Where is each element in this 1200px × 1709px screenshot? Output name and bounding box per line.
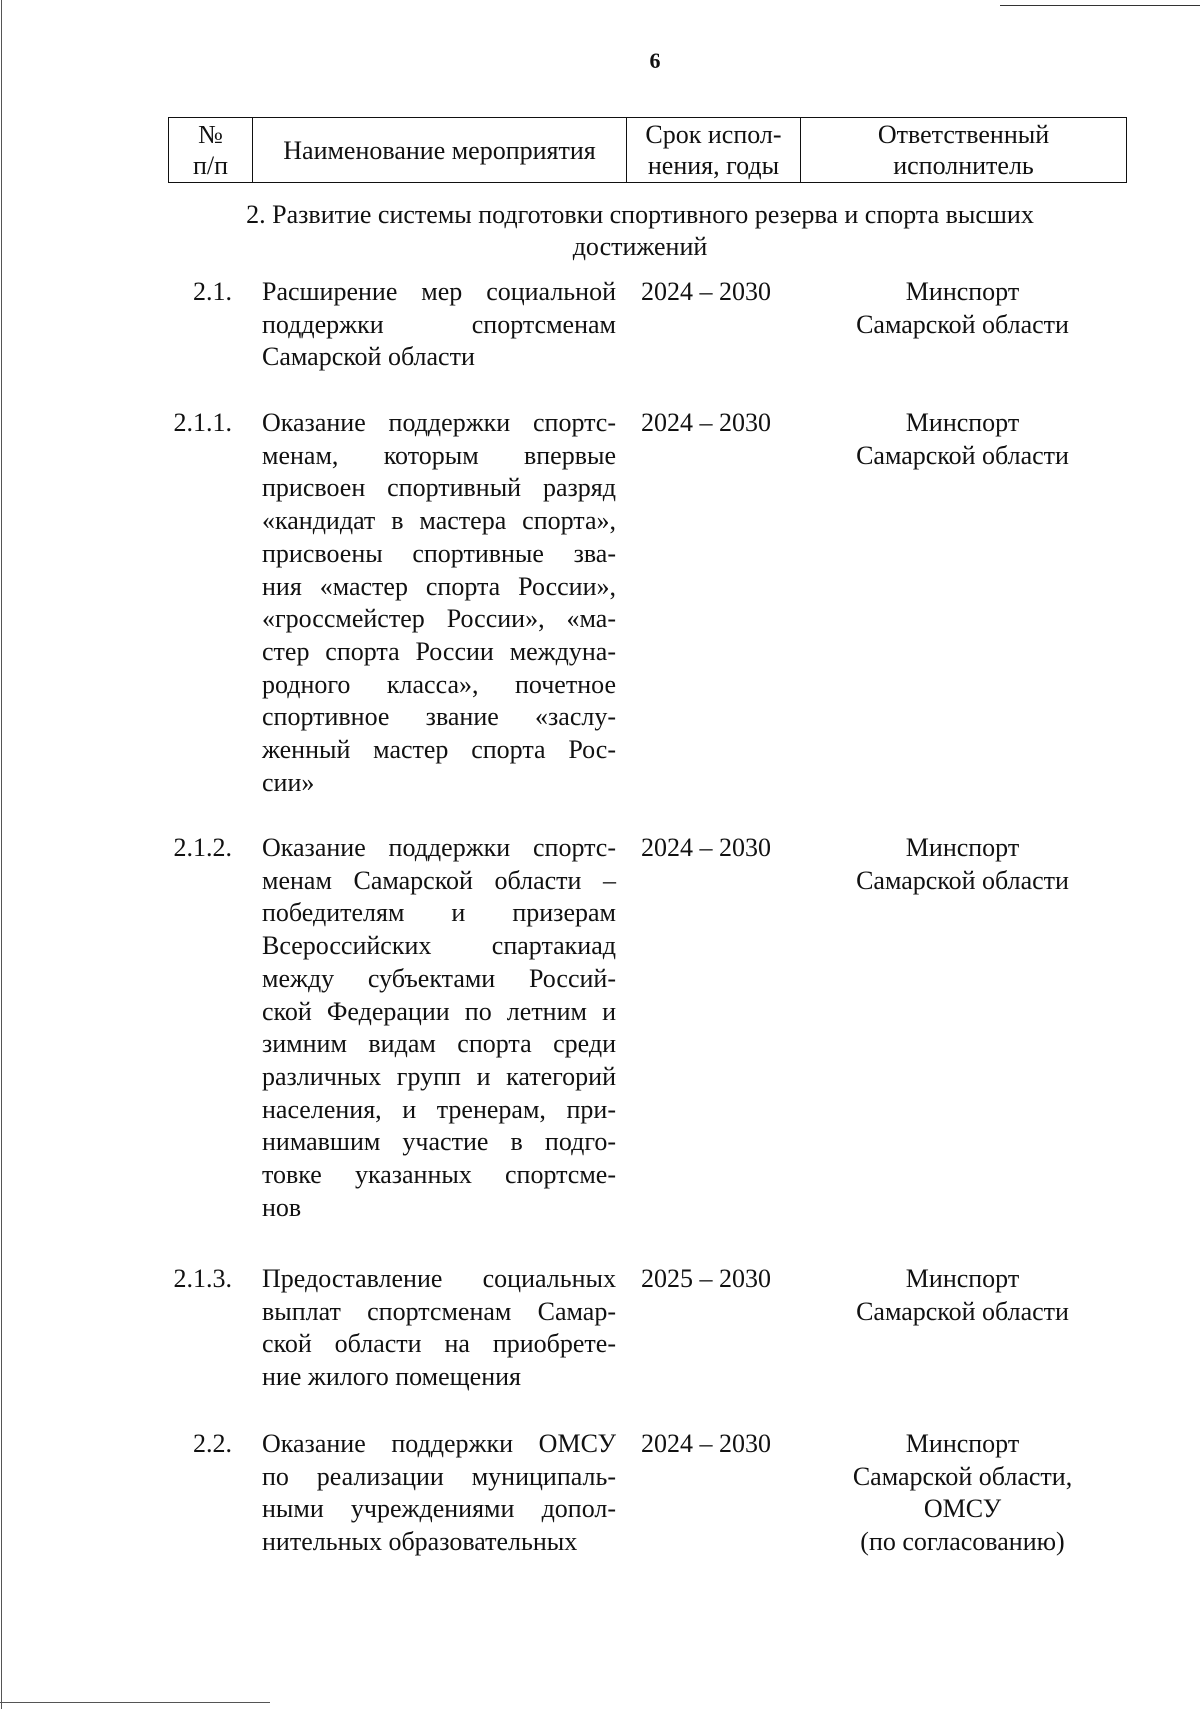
header-col-term-line1: Срок испол- — [645, 120, 782, 149]
activity-name-line: между субъектами Россий- — [262, 963, 616, 993]
activity-name-line: ными учреждениями допол- — [262, 1494, 616, 1524]
activity-name-line: различных групп и категорий — [262, 1061, 616, 1091]
row-number: 2.1. — [193, 277, 232, 306]
activity-name-line: ской области на приобрете- — [262, 1329, 616, 1359]
activity-name-line: стер спорта России междуна- — [262, 636, 616, 666]
activity-name-line: «кандидат в мастера спорта», — [262, 506, 616, 536]
activity-name-line: ния «мастер спорта России», — [262, 571, 616, 601]
row-number: 2.1.3. — [173, 1264, 232, 1293]
activity-name-line: женный мастер спорта Рос- — [262, 735, 616, 765]
header-col-term — [627, 118, 801, 183]
row-activity-name — [262, 407, 616, 799]
activity-name-line: спортивное звание «заслу- — [262, 702, 616, 732]
row-term: 2024 – 2030 — [641, 1429, 771, 1458]
row-responsible — [830, 276, 1095, 341]
row-activity-name — [262, 832, 616, 1224]
header-col-number-line2: п/п — [192, 151, 229, 180]
page-number: 6 — [649, 48, 661, 73]
activity-name-line: поддержки спортсменам — [262, 309, 616, 339]
activity-name-line: Оказание поддержки спортс- — [262, 833, 616, 862]
row-activity-name — [262, 1263, 616, 1394]
row-responsible — [830, 407, 1095, 472]
activity-name-line: Расширение мер социальной — [262, 277, 616, 306]
row-term: 2025 – 2030 — [641, 1264, 771, 1293]
row-responsible — [830, 1428, 1095, 1559]
responsible-line: Самарской области — [856, 440, 1069, 470]
responsible-line: Самарской области — [856, 1296, 1069, 1326]
row-number: 2.2. — [193, 1429, 232, 1458]
section-title — [200, 199, 1080, 263]
row-number: 2.1.1. — [173, 408, 232, 437]
activity-name-line: зимним видам спорта среди — [262, 1029, 616, 1059]
scan-edge-top — [1000, 5, 1200, 6]
activity-name-line: Всероссийских спартакиад — [262, 931, 616, 961]
activity-name-line: сии» — [262, 767, 315, 797]
scan-edge-bottom — [0, 1702, 270, 1703]
activity-name-line: населения, и тренерам, при- — [262, 1094, 616, 1124]
responsible-line: Минспорт — [905, 277, 1020, 306]
row-activity-name — [262, 276, 616, 374]
row-number: 2.1.2. — [173, 833, 232, 862]
activity-name-line: товке указанных спортсме- — [262, 1160, 616, 1190]
activity-name-line: ние жилого помещения — [262, 1362, 521, 1392]
header-col-term-line2: нения, годы — [647, 151, 780, 180]
header-col-responsible-line2: исполнитель — [893, 151, 1034, 180]
activity-name-line: «гроссмейстер России», «ма- — [262, 604, 616, 634]
activity-name-line: нительных образовательных — [262, 1527, 578, 1557]
activity-name-line: выплат спортсменам Самар- — [262, 1296, 616, 1326]
responsible-line: Минспорт — [905, 1264, 1020, 1293]
activity-name-line: Самарской области — [262, 342, 475, 372]
activity-name-line: присвоены спортивные зва- — [262, 538, 616, 568]
responsible-line: ОМСУ — [923, 1494, 1002, 1524]
table-header — [168, 117, 1127, 183]
activity-name-line: по реализации муниципаль- — [262, 1461, 616, 1491]
row-term: 2024 – 2030 — [641, 408, 771, 437]
responsible-line: (по согласованию) — [860, 1527, 1065, 1557]
activity-name-line: менам, которым впервые — [262, 440, 616, 470]
header-col-number — [169, 118, 253, 183]
activity-name-line: присвоен спортивный разряд — [262, 473, 616, 503]
row-activity-name — [262, 1428, 616, 1559]
activity-name-line: нимавшим участие в подго- — [262, 1127, 616, 1157]
row-term: 2024 – 2030 — [641, 833, 771, 862]
activity-name-line: нов — [262, 1192, 302, 1222]
activity-name-line: Предоставление социальных — [262, 1264, 616, 1293]
responsible-line: Минспорт — [905, 833, 1020, 862]
header-col-name: Наименование мероприятия — [253, 118, 627, 183]
header-col-responsible-line1: Ответственный — [877, 120, 1050, 149]
responsible-line: Самарской области — [856, 865, 1069, 895]
activity-name-line: Оказание поддержки спортс- — [262, 408, 616, 437]
row-responsible — [830, 1263, 1095, 1328]
responsible-line: Самарской области, — [852, 1461, 1073, 1491]
header-col-number-line1: № — [198, 120, 223, 149]
section-title-line2: достижений — [572, 232, 708, 261]
activity-name-line: родного класса», почетное — [262, 669, 616, 699]
responsible-line: Минспорт — [905, 408, 1020, 437]
header-col-responsible — [801, 118, 1127, 183]
row-responsible — [830, 832, 1095, 897]
row-term: 2024 – 2030 — [641, 277, 771, 306]
activity-name-line: победителям и призерам — [262, 898, 616, 928]
scan-edge-left — [1, 0, 2, 1709]
section-title-line1: 2. Развитие системы подготовки спортивного резерва и спорта высших — [246, 200, 1034, 229]
activity-name-line: Оказание поддержки ОМСУ — [262, 1429, 616, 1458]
responsible-line: Самарской области — [856, 309, 1069, 339]
activity-name-line: менам Самарской области – — [262, 865, 616, 895]
responsible-line: Минспорт — [905, 1429, 1020, 1458]
activity-name-line: ской Федерации по летним и — [262, 996, 616, 1026]
